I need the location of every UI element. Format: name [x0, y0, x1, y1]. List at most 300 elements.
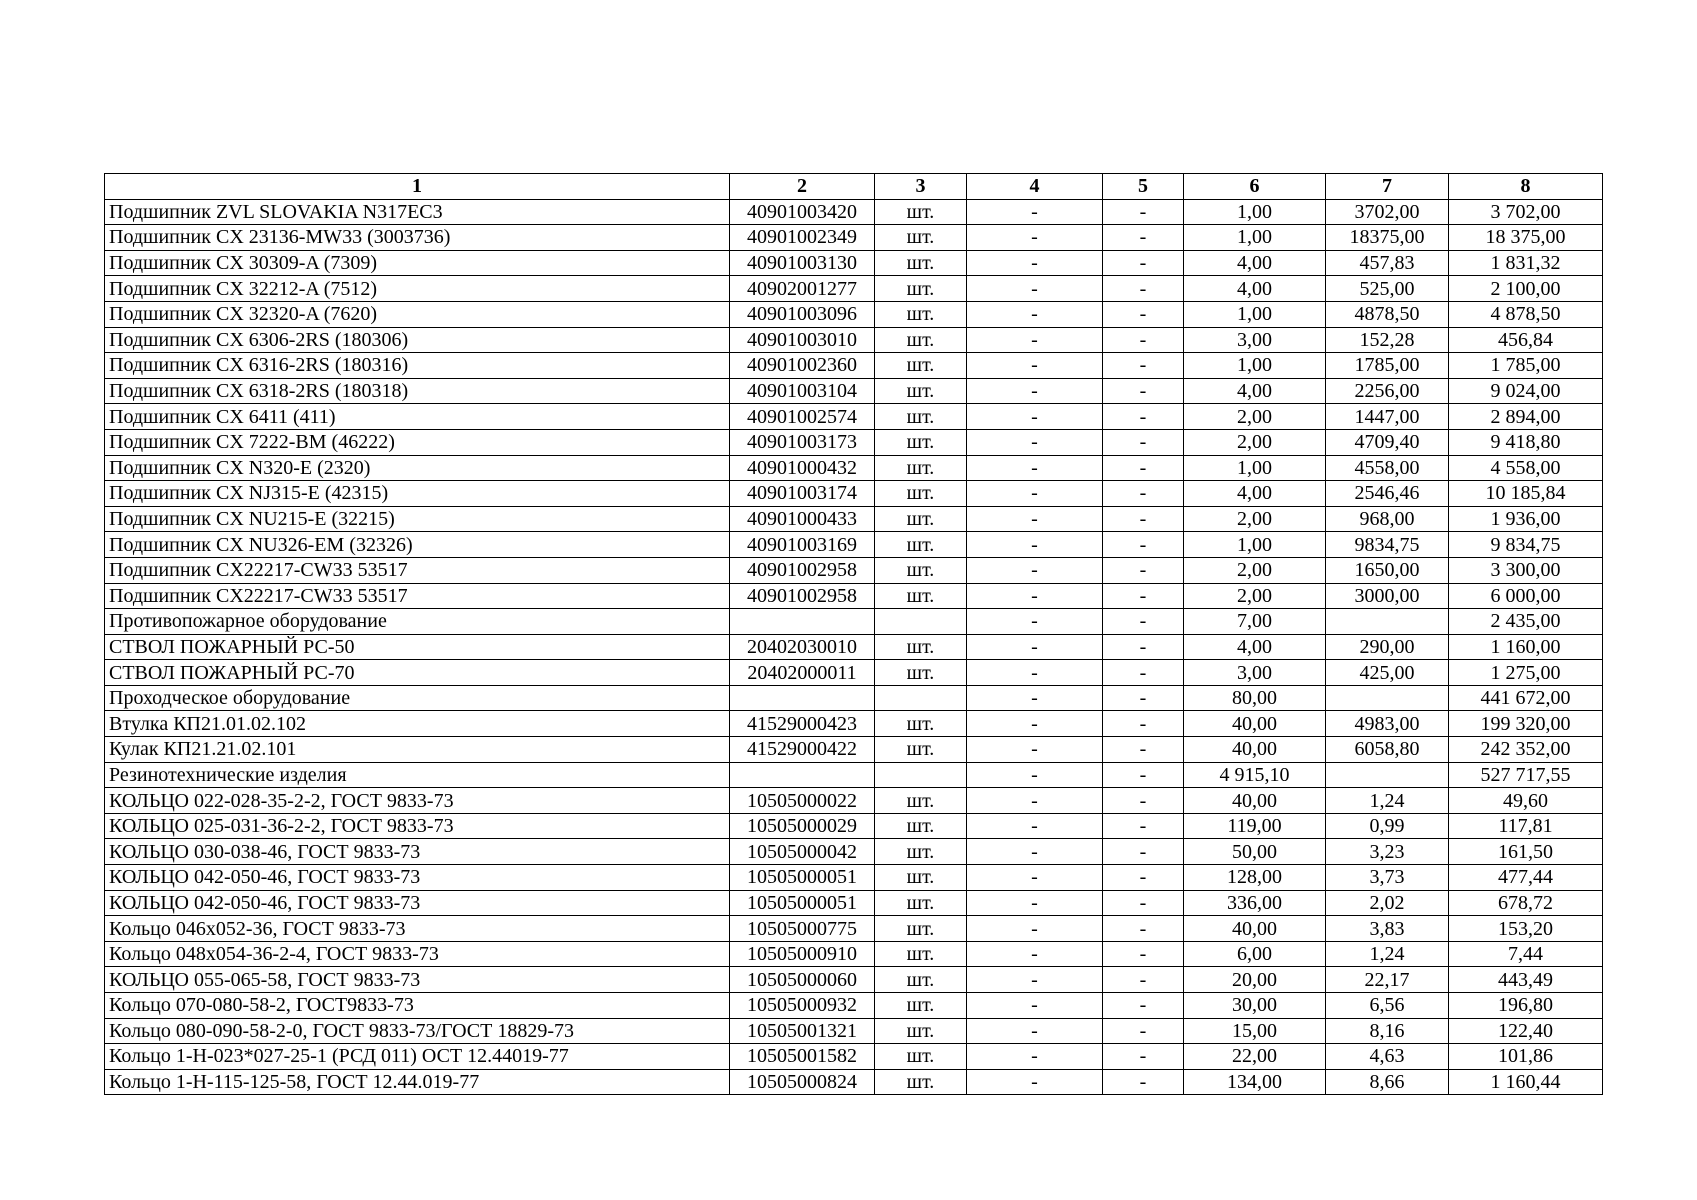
col-5-cell: - — [1103, 865, 1184, 891]
item-code-cell: 20402030010 — [730, 634, 875, 660]
unit-cell: шт. — [875, 993, 967, 1019]
amount-cell: 199 320,00 — [1449, 711, 1603, 737]
col-4-cell: - — [967, 506, 1103, 532]
quantity-cell: 1,00 — [1184, 199, 1326, 225]
col-4-cell: - — [967, 634, 1103, 660]
col-4-cell: - — [967, 378, 1103, 404]
col-5-cell: - — [1103, 199, 1184, 225]
amount-cell: 678,72 — [1449, 890, 1603, 916]
amount-cell: 1 160,00 — [1449, 634, 1603, 660]
item-code-cell: 10505001321 — [730, 1018, 875, 1044]
item-code-cell: 20402000011 — [730, 660, 875, 686]
col-4-cell: - — [967, 993, 1103, 1019]
item-name-cell: Кольцо 070-080-58-2, ГОСТ9833-73 — [105, 993, 730, 1019]
item-name-cell: Подшипник CX 30309-A (7309) — [105, 250, 730, 276]
col-4-cell: - — [967, 557, 1103, 583]
column-header-8: 8 — [1449, 174, 1603, 200]
col-4-cell: - — [967, 532, 1103, 558]
unit-cell: шт. — [875, 404, 967, 430]
unit-cell: шт. — [875, 916, 967, 942]
col-4-cell: - — [967, 967, 1103, 993]
item-code-cell: 40901000433 — [730, 506, 875, 532]
item-name-cell: СТВОЛ ПОЖАРНЫЙ РС-70 — [105, 660, 730, 686]
price-cell: 152,28 — [1326, 327, 1449, 353]
unit-cell: шт. — [875, 199, 967, 225]
item-code-cell: 40902001277 — [730, 276, 875, 302]
item-name-cell: Втулка КП21.01.02.102 — [105, 711, 730, 737]
header-row — [105, 174, 1603, 200]
item-name-cell: Подшипник CX 32320-A (7620) — [105, 301, 730, 327]
quantity-cell: 40,00 — [1184, 916, 1326, 942]
item-name-cell: Противопожарное оборудование — [105, 609, 730, 635]
col-4-cell: - — [967, 865, 1103, 891]
amount-cell: 122,40 — [1449, 1018, 1603, 1044]
inventory-table — [104, 173, 1603, 1095]
price-cell: 8,16 — [1326, 1018, 1449, 1044]
amount-cell: 527 717,55 — [1449, 762, 1603, 788]
amount-cell: 196,80 — [1449, 993, 1603, 1019]
table-row — [105, 199, 1603, 225]
item-name-cell: Подшипник CX NU326-EM (32326) — [105, 532, 730, 558]
unit-cell: шт. — [875, 941, 967, 967]
price-cell: 1,24 — [1326, 788, 1449, 814]
item-name-cell: Проходческое оборудование — [105, 685, 730, 711]
unit-cell — [875, 609, 967, 635]
price-cell: 525,00 — [1326, 276, 1449, 302]
col-5-cell: - — [1103, 1069, 1184, 1095]
amount-cell: 10 185,84 — [1449, 481, 1603, 507]
item-name-cell: КОЛЬЦО 030-038-46, ГОСТ 9833-73 — [105, 839, 730, 865]
col-4-cell: - — [967, 660, 1103, 686]
quantity-cell: 4 915,10 — [1184, 762, 1326, 788]
col-4-cell: - — [967, 583, 1103, 609]
table-body — [105, 199, 1603, 1095]
table-row — [105, 532, 1603, 558]
col-5-cell: - — [1103, 455, 1184, 481]
unit-cell: шт. — [875, 1069, 967, 1095]
price-cell: 22,17 — [1326, 967, 1449, 993]
quantity-cell: 2,00 — [1184, 583, 1326, 609]
col-5-cell: - — [1103, 916, 1184, 942]
col-4-cell: - — [967, 481, 1103, 507]
price-cell: 3,73 — [1326, 865, 1449, 891]
item-code-cell — [730, 609, 875, 635]
table-row — [105, 250, 1603, 276]
unit-cell — [875, 762, 967, 788]
item-name-cell: Кольцо 1-Н-115-125-58, ГОСТ 12.44.019-77 — [105, 1069, 730, 1095]
item-code-cell: 10505000051 — [730, 865, 875, 891]
column-header-1: 1 — [105, 174, 730, 200]
price-cell: 2256,00 — [1326, 378, 1449, 404]
price-cell — [1326, 762, 1449, 788]
col-4-cell: - — [967, 737, 1103, 763]
price-cell: 18375,00 — [1326, 225, 1449, 251]
quantity-cell: 119,00 — [1184, 813, 1326, 839]
col-4-cell: - — [967, 609, 1103, 635]
table-row — [105, 455, 1603, 481]
item-code-cell: 10505000932 — [730, 993, 875, 1019]
quantity-cell: 2,00 — [1184, 429, 1326, 455]
item-code-cell: 41529000422 — [730, 737, 875, 763]
amount-cell: 153,20 — [1449, 916, 1603, 942]
quantity-cell: 80,00 — [1184, 685, 1326, 711]
unit-cell: шт. — [875, 788, 967, 814]
unit-cell: шт. — [875, 276, 967, 302]
table-row — [105, 481, 1603, 507]
col-5-cell: - — [1103, 685, 1184, 711]
table-row — [105, 1044, 1603, 1070]
quantity-cell: 20,00 — [1184, 967, 1326, 993]
price-cell: 3,83 — [1326, 916, 1449, 942]
price-cell: 2,02 — [1326, 890, 1449, 916]
col-5-cell: - — [1103, 788, 1184, 814]
quantity-cell: 134,00 — [1184, 1069, 1326, 1095]
col-5-cell: - — [1103, 967, 1184, 993]
item-name-cell: КОЛЬЦО 025-031-36-2-2, ГОСТ 9833-73 — [105, 813, 730, 839]
item-name-cell: Подшипник CX N320-E (2320) — [105, 455, 730, 481]
col-5-cell: - — [1103, 532, 1184, 558]
col-4-cell: - — [967, 1069, 1103, 1095]
amount-cell: 49,60 — [1449, 788, 1603, 814]
item-code-cell: 10505000060 — [730, 967, 875, 993]
quantity-cell: 2,00 — [1184, 557, 1326, 583]
table-row — [105, 225, 1603, 251]
col-5-cell: - — [1103, 225, 1184, 251]
column-header-4: 4 — [967, 174, 1103, 200]
table-row — [105, 583, 1603, 609]
amount-cell: 9 024,00 — [1449, 378, 1603, 404]
col-5-cell: - — [1103, 813, 1184, 839]
item-code-cell: 40901003096 — [730, 301, 875, 327]
unit-cell: шт. — [875, 660, 967, 686]
item-name-cell: КОЛЬЦО 055-065-58, ГОСТ 9833-73 — [105, 967, 730, 993]
item-name-cell: Подшипник CX22217-CW33 53517 — [105, 583, 730, 609]
unit-cell: шт. — [875, 839, 967, 865]
quantity-cell: 40,00 — [1184, 711, 1326, 737]
amount-cell: 1 936,00 — [1449, 506, 1603, 532]
quantity-cell: 3,00 — [1184, 660, 1326, 686]
item-code-cell: 40901003104 — [730, 378, 875, 404]
col-5-cell: - — [1103, 557, 1184, 583]
item-name-cell: Кольцо 1-Н-023*027-25-1 (РСД 011) ОСТ 12.44019-77 — [105, 1044, 730, 1070]
quantity-cell: 4,00 — [1184, 276, 1326, 302]
item-name-cell: Подшипник CX 32212-A (7512) — [105, 276, 730, 302]
col-5-cell: - — [1103, 506, 1184, 532]
amount-cell: 242 352,00 — [1449, 737, 1603, 763]
quantity-cell: 50,00 — [1184, 839, 1326, 865]
col-4-cell: - — [967, 404, 1103, 430]
item-code-cell: 41529000423 — [730, 711, 875, 737]
price-cell — [1326, 609, 1449, 635]
quantity-cell: 40,00 — [1184, 737, 1326, 763]
col-5-cell: - — [1103, 890, 1184, 916]
amount-cell: 4 558,00 — [1449, 455, 1603, 481]
unit-cell: шт. — [875, 583, 967, 609]
quantity-cell: 1,00 — [1184, 532, 1326, 558]
col-4-cell: - — [967, 813, 1103, 839]
unit-cell: шт. — [875, 481, 967, 507]
item-code-cell: 10505000775 — [730, 916, 875, 942]
unit-cell: шт. — [875, 378, 967, 404]
col-5-cell: - — [1103, 762, 1184, 788]
amount-cell: 7,44 — [1449, 941, 1603, 967]
price-cell: 2546,46 — [1326, 481, 1449, 507]
item-code-cell — [730, 762, 875, 788]
table-row — [105, 993, 1603, 1019]
col-4-cell: - — [967, 685, 1103, 711]
unit-cell: шт. — [875, 557, 967, 583]
price-cell: 290,00 — [1326, 634, 1449, 660]
amount-cell: 9 834,75 — [1449, 532, 1603, 558]
item-name-cell: СТВОЛ ПОЖАРНЫЙ РС-50 — [105, 634, 730, 660]
amount-cell: 1 831,32 — [1449, 250, 1603, 276]
amount-cell: 456,84 — [1449, 327, 1603, 353]
item-code-cell: 10505000042 — [730, 839, 875, 865]
col-5-cell: - — [1103, 941, 1184, 967]
amount-cell: 1 160,44 — [1449, 1069, 1603, 1095]
unit-cell: шт. — [875, 813, 967, 839]
quantity-cell: 15,00 — [1184, 1018, 1326, 1044]
price-cell: 6,56 — [1326, 993, 1449, 1019]
price-cell — [1326, 685, 1449, 711]
col-4-cell: - — [967, 429, 1103, 455]
quantity-cell: 4,00 — [1184, 481, 1326, 507]
col-5-cell: - — [1103, 583, 1184, 609]
amount-cell: 1 275,00 — [1449, 660, 1603, 686]
unit-cell: шт. — [875, 301, 967, 327]
quantity-cell: 6,00 — [1184, 941, 1326, 967]
price-cell: 457,83 — [1326, 250, 1449, 276]
price-cell: 3000,00 — [1326, 583, 1449, 609]
table-row — [105, 1069, 1603, 1095]
table-row — [105, 404, 1603, 430]
price-cell: 8,66 — [1326, 1069, 1449, 1095]
item-code-cell: 10505000022 — [730, 788, 875, 814]
unit-cell: шт. — [875, 250, 967, 276]
quantity-cell: 4,00 — [1184, 250, 1326, 276]
item-name-cell: Подшипник CX 6306-2RS (180306) — [105, 327, 730, 353]
col-4-cell: - — [967, 839, 1103, 865]
item-code-cell: 40901003130 — [730, 250, 875, 276]
unit-cell: шт. — [875, 634, 967, 660]
price-cell: 3,23 — [1326, 839, 1449, 865]
col-4-cell: - — [967, 199, 1103, 225]
col-5-cell: - — [1103, 1018, 1184, 1044]
price-cell: 1447,00 — [1326, 404, 1449, 430]
table-row — [105, 711, 1603, 737]
price-cell: 425,00 — [1326, 660, 1449, 686]
item-name-cell: Подшипник CX NU215-E (32215) — [105, 506, 730, 532]
item-code-cell: 40901003174 — [730, 481, 875, 507]
price-cell: 0,99 — [1326, 813, 1449, 839]
col-5-cell: - — [1103, 327, 1184, 353]
unit-cell: шт. — [875, 711, 967, 737]
quantity-cell: 1,00 — [1184, 455, 1326, 481]
quantity-cell: 4,00 — [1184, 378, 1326, 404]
unit-cell: шт. — [875, 225, 967, 251]
table-row — [105, 1018, 1603, 1044]
item-code-cell: 10505000824 — [730, 1069, 875, 1095]
column-header-3: 3 — [875, 174, 967, 200]
column-header-5: 5 — [1103, 174, 1184, 200]
amount-cell: 443,49 — [1449, 967, 1603, 993]
col-4-cell: - — [967, 711, 1103, 737]
table-row — [105, 378, 1603, 404]
table-row — [105, 737, 1603, 763]
price-cell: 3702,00 — [1326, 199, 1449, 225]
quantity-cell: 128,00 — [1184, 865, 1326, 891]
amount-cell: 6 000,00 — [1449, 583, 1603, 609]
col-5-cell: - — [1103, 481, 1184, 507]
price-cell: 4983,00 — [1326, 711, 1449, 737]
unit-cell: шт. — [875, 967, 967, 993]
table-row — [105, 609, 1603, 635]
price-cell: 4,63 — [1326, 1044, 1449, 1070]
unit-cell: шт. — [875, 890, 967, 916]
col-5-cell: - — [1103, 993, 1184, 1019]
col-5-cell: - — [1103, 609, 1184, 635]
unit-cell: шт. — [875, 506, 967, 532]
item-name-cell: Подшипник CX NJ315-E (42315) — [105, 481, 730, 507]
col-4-cell: - — [967, 276, 1103, 302]
unit-cell: шт. — [875, 865, 967, 891]
item-code-cell: 40901002349 — [730, 225, 875, 251]
col-5-cell: - — [1103, 353, 1184, 379]
item-code-cell: 40901002574 — [730, 404, 875, 430]
quantity-cell: 1,00 — [1184, 225, 1326, 251]
item-code-cell: 40901003420 — [730, 199, 875, 225]
item-name-cell: Кулак КП21.21.02.101 — [105, 737, 730, 763]
col-5-cell: - — [1103, 737, 1184, 763]
col-4-cell: - — [967, 941, 1103, 967]
col-4-cell: - — [967, 353, 1103, 379]
item-name-cell: Кольцо 046х052-36, ГОСТ 9833-73 — [105, 916, 730, 942]
quantity-cell: 336,00 — [1184, 890, 1326, 916]
item-name-cell: Подшипник CX 6316-2RS (180316) — [105, 353, 730, 379]
col-4-cell: - — [967, 890, 1103, 916]
item-name-cell: КОЛЬЦО 042-050-46, ГОСТ 9833-73 — [105, 865, 730, 891]
item-code-cell — [730, 685, 875, 711]
price-cell: 1650,00 — [1326, 557, 1449, 583]
col-4-cell: - — [967, 327, 1103, 353]
item-name-cell: Кольцо 080-090-58-2-0, ГОСТ 9833-73/ГОСТ 18829-73 — [105, 1018, 730, 1044]
col-4-cell: - — [967, 1044, 1103, 1070]
item-name-cell: Резинотехнические изделия — [105, 762, 730, 788]
item-name-cell: Подшипник CX 23136-MW33 (3003736) — [105, 225, 730, 251]
price-cell: 968,00 — [1326, 506, 1449, 532]
amount-cell: 477,44 — [1449, 865, 1603, 891]
col-4-cell: - — [967, 1018, 1103, 1044]
amount-cell: 161,50 — [1449, 839, 1603, 865]
amount-cell: 1 785,00 — [1449, 353, 1603, 379]
item-code-cell: 40901002958 — [730, 557, 875, 583]
col-5-cell: - — [1103, 276, 1184, 302]
item-name-cell: Подшипник ZVL SLOVAKIA N317EC3 — [105, 199, 730, 225]
unit-cell: шт. — [875, 532, 967, 558]
amount-cell: 4 878,50 — [1449, 301, 1603, 327]
col-4-cell: - — [967, 225, 1103, 251]
amount-cell: 3 702,00 — [1449, 199, 1603, 225]
price-cell: 9834,75 — [1326, 532, 1449, 558]
quantity-cell: 1,00 — [1184, 301, 1326, 327]
amount-cell: 3 300,00 — [1449, 557, 1603, 583]
table-row — [105, 839, 1603, 865]
col-5-cell: - — [1103, 1044, 1184, 1070]
table-row — [105, 788, 1603, 814]
table-row — [105, 327, 1603, 353]
quantity-cell: 1,00 — [1184, 353, 1326, 379]
item-code-cell: 40901002958 — [730, 583, 875, 609]
amount-cell: 2 435,00 — [1449, 609, 1603, 635]
col-5-cell: - — [1103, 378, 1184, 404]
col-4-cell: - — [967, 788, 1103, 814]
table-row — [105, 506, 1603, 532]
item-code-cell: 10505000910 — [730, 941, 875, 967]
unit-cell: шт. — [875, 455, 967, 481]
price-cell: 6058,80 — [1326, 737, 1449, 763]
col-5-cell: - — [1103, 711, 1184, 737]
unit-cell: шт. — [875, 1018, 967, 1044]
price-cell: 4709,40 — [1326, 429, 1449, 455]
col-5-cell: - — [1103, 301, 1184, 327]
table-row — [105, 301, 1603, 327]
column-header-6: 6 — [1184, 174, 1326, 200]
item-name-cell: КОЛЬЦО 022-028-35-2-2, ГОСТ 9833-73 — [105, 788, 730, 814]
quantity-cell: 40,00 — [1184, 788, 1326, 814]
item-code-cell: 10505001582 — [730, 1044, 875, 1070]
col-5-cell: - — [1103, 634, 1184, 660]
amount-cell: 18 375,00 — [1449, 225, 1603, 251]
quantity-cell: 30,00 — [1184, 993, 1326, 1019]
table-row — [105, 634, 1603, 660]
col-5-cell: - — [1103, 250, 1184, 276]
item-code-cell: 40901002360 — [730, 353, 875, 379]
amount-cell: 101,86 — [1449, 1044, 1603, 1070]
table-row — [105, 941, 1603, 967]
table-row — [105, 865, 1603, 891]
price-cell: 4878,50 — [1326, 301, 1449, 327]
column-header-2: 2 — [730, 174, 875, 200]
table-row — [105, 916, 1603, 942]
amount-cell: 9 418,80 — [1449, 429, 1603, 455]
unit-cell: шт. — [875, 353, 967, 379]
table-row — [105, 660, 1603, 686]
amount-cell: 2 894,00 — [1449, 404, 1603, 430]
col-4-cell: - — [967, 916, 1103, 942]
table-row — [105, 353, 1603, 379]
table-row — [105, 557, 1603, 583]
item-name-cell: КОЛЬЦО 042-050-46, ГОСТ 9833-73 — [105, 890, 730, 916]
amount-cell: 117,81 — [1449, 813, 1603, 839]
amount-cell: 441 672,00 — [1449, 685, 1603, 711]
item-name-cell: Подшипник CX22217-CW33 53517 — [105, 557, 730, 583]
item-name-cell: Подшипник CX 7222-BM (46222) — [105, 429, 730, 455]
item-code-cell: 40901003169 — [730, 532, 875, 558]
col-4-cell: - — [967, 301, 1103, 327]
price-cell: 1,24 — [1326, 941, 1449, 967]
item-name-cell: Подшипник CX 6411 (411) — [105, 404, 730, 430]
table-row — [105, 685, 1603, 711]
col-4-cell: - — [967, 455, 1103, 481]
col-5-cell: - — [1103, 660, 1184, 686]
item-code-cell: 10505000051 — [730, 890, 875, 916]
quantity-cell: 2,00 — [1184, 506, 1326, 532]
table-row — [105, 967, 1603, 993]
quantity-cell: 22,00 — [1184, 1044, 1326, 1070]
col-5-cell: - — [1103, 839, 1184, 865]
item-name-cell: Подшипник CX 6318-2RS (180318) — [105, 378, 730, 404]
table-row — [105, 813, 1603, 839]
